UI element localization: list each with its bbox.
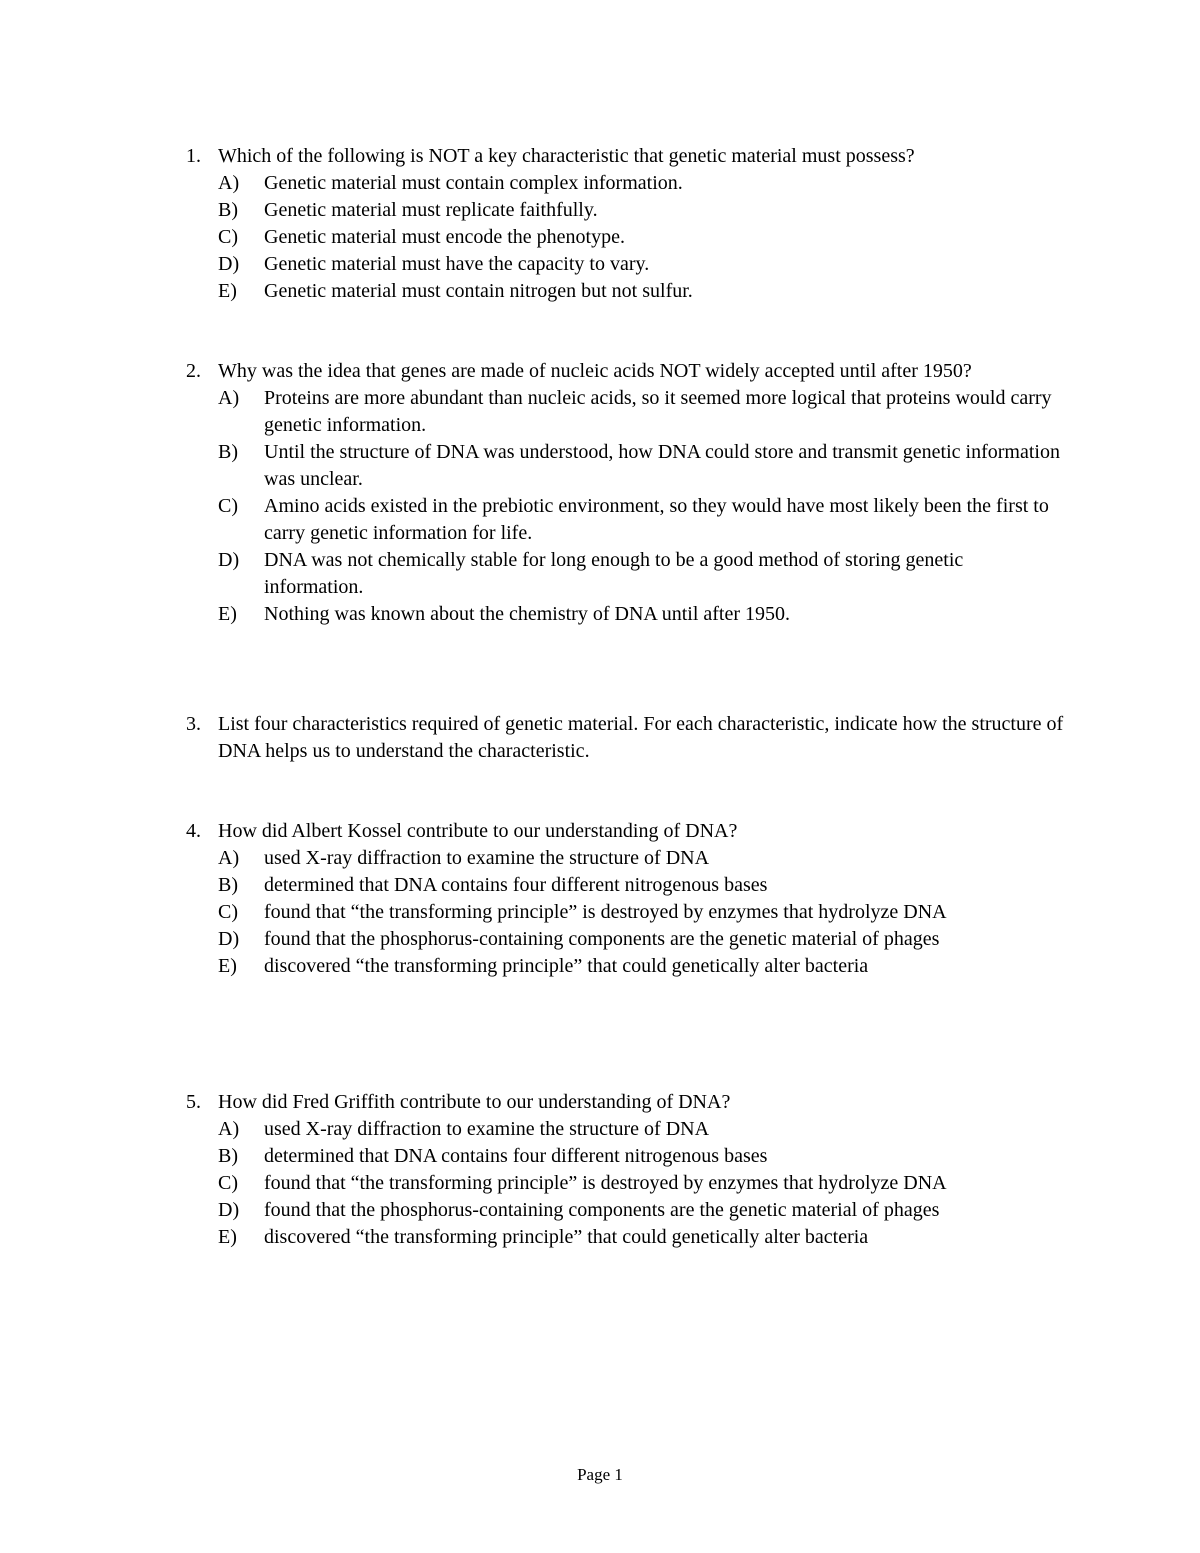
choice-text: Nothing was known about the chemistry of DNA until after 1950. [264,603,791,625]
answer-choices [186,385,1066,628]
choice-letter: E) [218,603,237,625]
choice-letter: B) [218,874,238,896]
answer-choice-a [218,170,1066,197]
choice-letter: C) [218,901,238,923]
choice-letter: B) [218,441,238,463]
choice-text: determined that DNA contains four different nitrogenous bases [264,874,768,896]
question-stem [186,711,1066,765]
choice-text: discovered “the transforming principle” that could genetically alter bacteria [264,955,869,977]
choice-letter: D) [218,1199,240,1221]
choice-letter: A) [218,172,240,194]
answer-choice-c [218,1170,1066,1197]
answer-choice-c [218,899,1066,926]
question-stem [186,143,1066,170]
choice-text: Genetic material must have the capacity to vary. [264,253,650,275]
choice-text: DNA was not chemically stable for long enough to be a good method of storing genetic information. [264,549,964,598]
choice-text: found that “the transforming principle” is destroyed by enzymes that hydrolyze DNA [264,1172,947,1194]
question-number: 2. [186,360,201,382]
answer-choice-d [218,251,1066,278]
question-number: 3. [186,713,201,735]
choice-text: found that the phosphorus-containing components are the genetic material of phages [264,928,940,950]
question-stem [186,1089,1066,1116]
choice-letter: A) [218,847,240,869]
choice-letter: E) [218,280,237,302]
choice-text: used X-ray diffraction to examine the structure of DNA [264,847,710,869]
question-3 [186,711,1066,765]
choice-letter: D) [218,549,240,571]
answer-choice-d [218,926,1066,953]
answer-choice-d [218,1197,1066,1224]
choice-text: discovered “the transforming principle” that could genetically alter bacteria [264,1226,869,1248]
answer-choice-e [218,953,1066,980]
question-number: 5. [186,1091,201,1113]
choice-text: Until the structure of DNA was understood, how DNA could store and transmit genetic information was unclear. [264,441,1060,490]
choice-letter: A) [218,1118,240,1140]
question-text: List four characteristics required of genetic material. For each characteristic, indicate how the structure of DNA helps us to understand the characteristic. [218,713,1064,762]
answer-choices [186,845,1066,980]
answer-choice-a [218,845,1066,872]
choice-text: Genetic material must contain nitrogen but not sulfur. [264,280,693,302]
question-stem [186,818,1066,845]
answer-choice-a [218,385,1066,439]
question-text: Why was the idea that genes are made of nucleic acids NOT widely accepted until after 1950? [218,360,972,382]
choice-text: determined that DNA contains four different nitrogenous bases [264,1145,768,1167]
answer-choice-e [218,278,1066,305]
answer-choice-b [218,197,1066,224]
choice-letter: E) [218,955,237,977]
choice-text: Genetic material must replicate faithfully. [264,199,598,221]
choice-text: found that the phosphorus-containing components are the genetic material of phages [264,1199,940,1221]
answer-choice-c [218,224,1066,251]
question-text: How did Albert Kossel contribute to our understanding of DNA? [218,820,738,842]
question-5 [186,1089,1066,1251]
answer-choice-d [218,547,1066,601]
question-1 [186,143,1066,305]
choice-text: Proteins are more abundant than nucleic acids, so it seemed more logical that proteins would carry genetic information. [264,387,1052,436]
question-stem [186,358,1066,385]
answer-choices [186,1116,1066,1251]
answer-choices [186,170,1066,305]
answer-choice-e [218,601,1066,628]
choice-letter: C) [218,1172,238,1194]
choice-letter: C) [218,226,238,248]
choice-letter: B) [218,1145,238,1167]
question-text: Which of the following is NOT a key characteristic that genetic material must possess? [218,145,915,167]
choice-text: Amino acids existed in the prebiotic environment, so they would have most likely been the first to carry genetic information for life. [264,495,1049,544]
choice-letter: C) [218,495,238,517]
question-number: 4. [186,820,201,842]
choice-text: Genetic material must encode the phenotype. [264,226,625,248]
page-number: Page 1 [577,1465,623,1484]
choice-text: Genetic material must contain complex information. [264,172,683,194]
choice-letter: A) [218,387,240,409]
choice-text: found that “the transforming principle” is destroyed by enzymes that hydrolyze DNA [264,901,947,923]
choice-letter: E) [218,1226,237,1248]
answer-choice-e [218,1224,1066,1251]
choice-letter: D) [218,928,240,950]
choice-text: used X-ray diffraction to examine the structure of DNA [264,1118,710,1140]
answer-choice-b [218,439,1066,493]
question-number: 1. [186,145,201,167]
answer-choice-a [218,1116,1066,1143]
choice-letter: D) [218,253,240,275]
question-2 [186,358,1066,628]
choice-letter: B) [218,199,238,221]
answer-choice-b [218,872,1066,899]
answer-choice-b [218,1143,1066,1170]
answer-choice-c [218,493,1066,547]
question-text: How did Fred Griffith contribute to our understanding of DNA? [218,1091,731,1113]
question-4 [186,818,1066,980]
